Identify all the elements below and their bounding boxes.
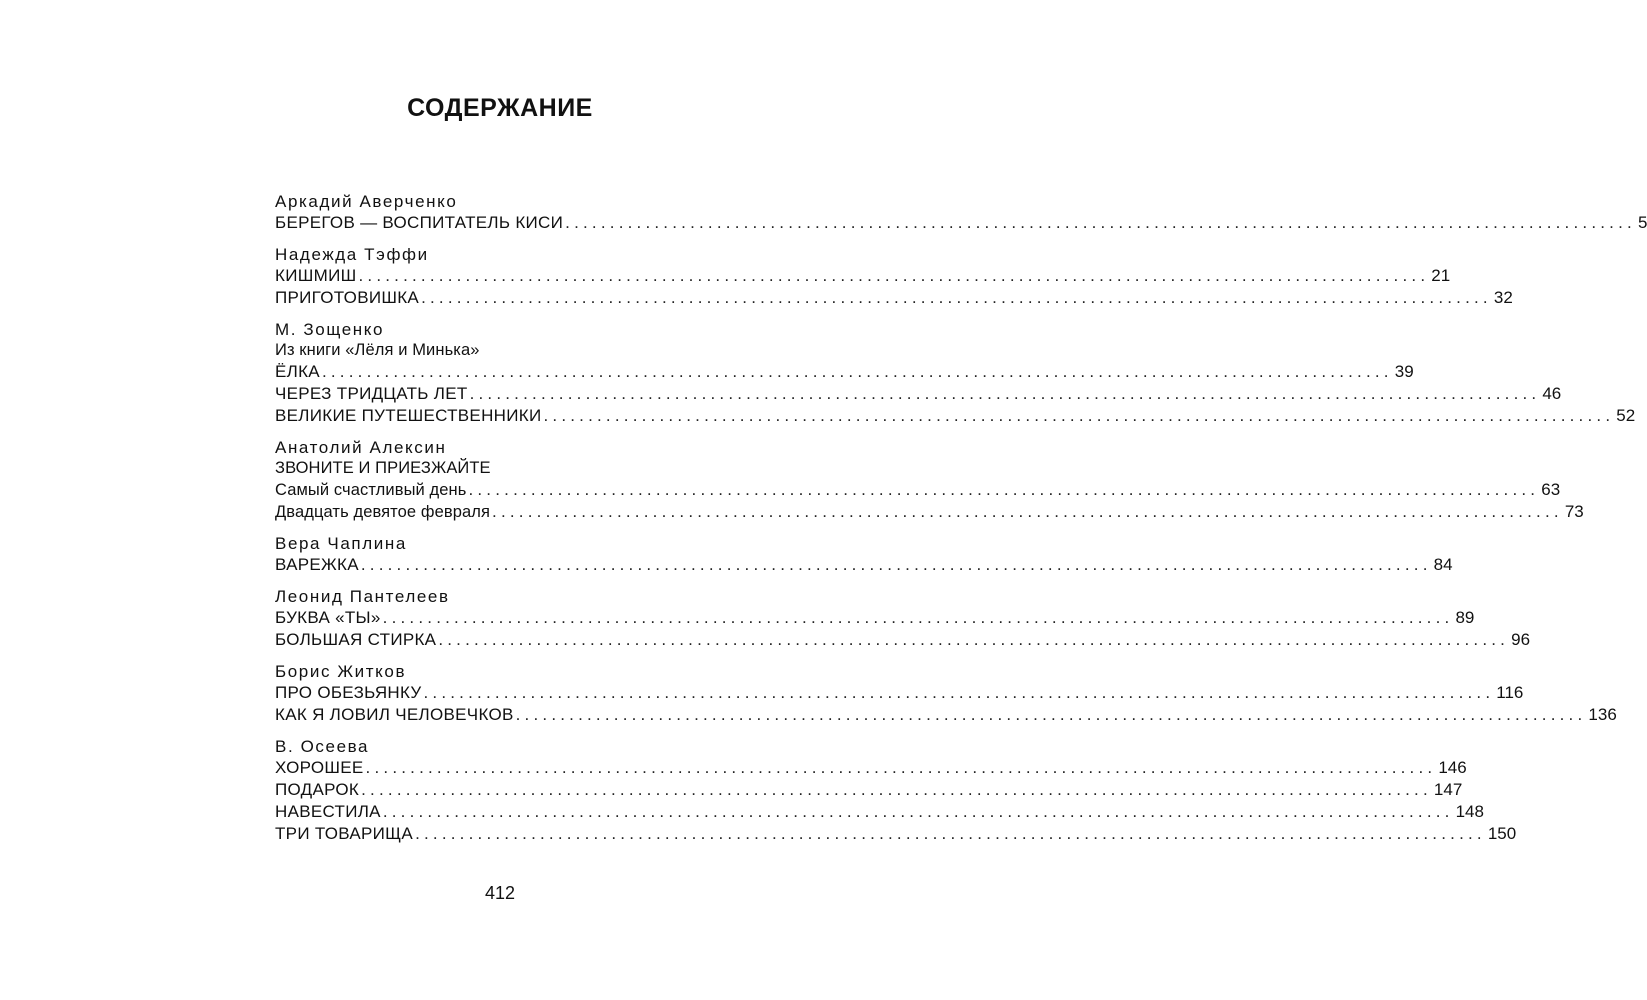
toc-entry[interactable] bbox=[275, 704, 1617, 726]
toc-entry[interactable] bbox=[275, 479, 1561, 501]
toc-subtitle: ЗВОНИТЕ И ПРИЕЗЖАЙТЕ bbox=[275, 459, 491, 477]
toc-entry[interactable] bbox=[275, 779, 1463, 801]
toc-section bbox=[275, 191, 1647, 234]
dot-leader: ........................................................................................................................ bbox=[358, 266, 1430, 285]
table-of-contents bbox=[275, 191, 1647, 855]
toc-entry-page: 63 bbox=[1541, 480, 1561, 499]
toc-entry-title: БОЛЬШАЯ СТИРКА bbox=[275, 630, 437, 649]
toc-entry[interactable] bbox=[275, 405, 1636, 427]
toc-entry[interactable] bbox=[275, 265, 1451, 287]
toc-entry-page: 21 bbox=[1431, 266, 1451, 285]
toc-entry[interactable] bbox=[275, 554, 1453, 576]
toc-author: Анатолий Алексин bbox=[275, 438, 447, 457]
toc-entry-page: 150 bbox=[1487, 824, 1517, 843]
toc-entry-title: НАВЕСТИЛА bbox=[275, 802, 381, 821]
toc-entry[interactable] bbox=[275, 383, 1562, 405]
toc-entry-title: КАК Я ЛОВИЛ ЧЕЛОВЕЧКОВ bbox=[275, 705, 514, 724]
dot-leader: ........................................................................................................................ bbox=[438, 630, 1510, 649]
toc-entry[interactable] bbox=[275, 361, 1414, 383]
dot-leader: ........................................................................................................................ bbox=[543, 406, 1615, 425]
dot-leader: ........................................................................................................................ bbox=[423, 683, 1495, 702]
dot-leader: ........................................................................................................................ bbox=[469, 384, 1541, 403]
toc-entry-page: 96 bbox=[1511, 630, 1531, 649]
toc-author: М. Зощенко bbox=[275, 320, 385, 339]
toc-entry-title: ЁЛКА bbox=[275, 362, 320, 381]
toc-entry-page: 52 bbox=[1616, 406, 1636, 425]
toc-section bbox=[275, 244, 1513, 309]
toc-author: Надежда Тэффи bbox=[275, 245, 429, 264]
toc-section bbox=[275, 736, 1517, 845]
toc-entry[interactable] bbox=[275, 757, 1467, 779]
toc-entry[interactable] bbox=[275, 607, 1475, 629]
toc-entry[interactable] bbox=[275, 682, 1524, 704]
toc-author: Борис Житков bbox=[275, 662, 407, 681]
toc-entry-page: 84 bbox=[1433, 555, 1453, 574]
dot-leader: ........................................................................................................................ bbox=[468, 480, 1540, 499]
dot-leader: ........................................................................................................................ bbox=[365, 758, 1437, 777]
dot-leader: ........................................................................................................................ bbox=[361, 780, 1432, 799]
dot-leader: ........................................................................................................................ bbox=[421, 288, 1492, 307]
dot-leader: ........................................................................................................................ bbox=[360, 555, 1432, 574]
toc-section bbox=[275, 586, 1531, 651]
toc-entry-page: 46 bbox=[1542, 384, 1562, 403]
toc-entry-title: Самый счастливый день bbox=[275, 481, 467, 499]
toc-entry-title: ВЕЛИКИЕ ПУТЕШЕСТВЕННИКИ bbox=[275, 406, 542, 425]
toc-subtitle: Из книги «Лёля и Минька» bbox=[275, 341, 480, 359]
toc-author: Вера Чаплина bbox=[275, 534, 407, 553]
toc-entry-title: Двадцать девятое февраля bbox=[275, 503, 491, 521]
toc-entry[interactable] bbox=[275, 801, 1484, 823]
dot-leader: ........................................................................................................................ bbox=[492, 502, 1563, 521]
toc-entry-title: КИШМИШ bbox=[275, 266, 357, 285]
toc-entry-title: ВАРЕЖКА bbox=[275, 555, 359, 574]
toc-section bbox=[275, 319, 1636, 427]
dot-leader: ........................................................................................................................ bbox=[382, 802, 1454, 821]
toc-entry[interactable] bbox=[275, 629, 1531, 651]
toc-entry-title: ХОРОШЕЕ bbox=[275, 758, 364, 777]
toc-section bbox=[275, 437, 1584, 523]
toc-entry[interactable] bbox=[275, 823, 1517, 845]
page-title: СОДЕРЖАНИЕ bbox=[407, 94, 593, 122]
toc-entry-page: 73 bbox=[1564, 502, 1584, 521]
dot-leader: ........................................................................................................................ bbox=[382, 608, 1454, 627]
toc-entry-title: ТРИ ТОВАРИЩА bbox=[275, 824, 414, 843]
toc-entry-page: 89 bbox=[1455, 608, 1475, 627]
toc-entry-title: ПОДАРОК bbox=[275, 780, 360, 799]
toc-entry[interactable] bbox=[275, 287, 1513, 309]
toc-entry-page: 5 bbox=[1637, 213, 1647, 232]
toc-author: Леонид Пантелеев bbox=[275, 587, 450, 606]
dot-leader: ........................................................................................................................ bbox=[565, 213, 1636, 232]
toc-entry-page: 116 bbox=[1496, 683, 1524, 702]
toc-entry-title: БУКВА «ТЫ» bbox=[275, 608, 381, 627]
toc-entry-page: 39 bbox=[1394, 362, 1414, 381]
page-number: 412 bbox=[484, 883, 516, 903]
toc-entry-title: ЧЕРЕЗ ТРИДЦАТЬ ЛЕТ bbox=[275, 384, 468, 403]
toc-section bbox=[275, 533, 1453, 576]
toc-entry-page: 136 bbox=[1588, 705, 1617, 724]
toc-entry-page: 147 bbox=[1433, 780, 1463, 799]
toc-section bbox=[275, 661, 1617, 726]
toc-entry-page: 148 bbox=[1455, 802, 1484, 821]
toc-entry[interactable] bbox=[275, 501, 1584, 523]
toc-entry-page: 32 bbox=[1493, 288, 1513, 307]
toc-entry-page: 146 bbox=[1438, 758, 1467, 777]
dot-leader: ........................................................................................................................ bbox=[415, 824, 1486, 843]
toc-entry-title: ПРО ОБЕЗЬЯНКУ bbox=[275, 683, 422, 702]
dot-leader: ........................................................................................................................ bbox=[321, 362, 1393, 381]
toc-entry-title: ПРИГОТОВИШКА bbox=[275, 288, 420, 307]
toc-entry-title: БЕРЕГОВ — ВОСПИТАТЕЛЬ КИСИ bbox=[275, 213, 564, 232]
toc-entry[interactable] bbox=[275, 212, 1647, 234]
dot-leader: ........................................................................................................................ bbox=[515, 705, 1587, 724]
toc-author: В. Осеева bbox=[275, 737, 370, 756]
toc-author: Аркадий Аверченко bbox=[275, 192, 458, 211]
